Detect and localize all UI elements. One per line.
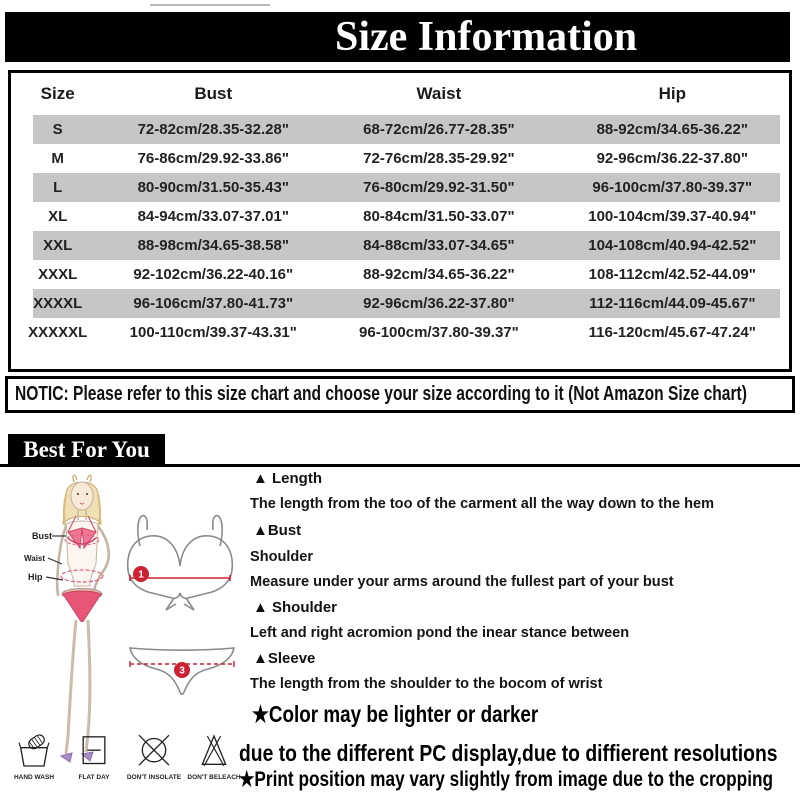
care-label: FLAT DAY bbox=[78, 774, 110, 781]
cell-hip: 104-108cm/40.94-42.52" bbox=[588, 237, 757, 254]
bust-subtitle: Shoulder bbox=[250, 548, 314, 565]
cell-bust: 96-106cm/37.80-41.73" bbox=[133, 295, 294, 312]
length-title: ▲ Length bbox=[253, 470, 323, 487]
cell-hip: 100-104cm/39.37-40.94" bbox=[588, 208, 757, 225]
table-row bbox=[11, 144, 789, 173]
cell-size: XXXL bbox=[38, 266, 78, 283]
display-disclaimer: due to the different PC display,due to diffierent resolutions bbox=[239, 740, 778, 766]
cell-hip: 88-92cm/34.65-36.22" bbox=[596, 121, 748, 138]
care-icons-row bbox=[8, 731, 240, 781]
dont-beleach-icon bbox=[194, 731, 234, 771]
table-row bbox=[11, 289, 789, 318]
cell-waist: 72-76cm/28.35-29.92" bbox=[363, 150, 515, 167]
cell-waist: 84-88cm/33.07-34.65" bbox=[363, 237, 515, 254]
length-desc: The length from the too of the carment all the way down to the hem bbox=[250, 495, 715, 512]
table-row bbox=[11, 202, 789, 231]
care-label: DON'T BELEACH bbox=[187, 774, 241, 781]
cell-hip: 92-96cm/36.22-37.80" bbox=[596, 150, 748, 167]
bra-badge-number: 1 bbox=[138, 569, 144, 581]
col-header-waist: Waist bbox=[416, 84, 462, 103]
cell-waist: 88-92cm/34.65-36.22" bbox=[363, 266, 515, 283]
shoulder-desc: Left and right acromion pond the inear stance between bbox=[250, 624, 630, 641]
care-label: HAND WASH bbox=[13, 774, 55, 781]
cell-bust: 92-102cm/36.22-40.16" bbox=[133, 266, 294, 283]
col-header-bust: Bust bbox=[194, 84, 233, 103]
size-table bbox=[8, 70, 792, 372]
panty-badge-number: 3 bbox=[179, 665, 185, 677]
care-label: DON'T INSOLATE bbox=[126, 774, 182, 781]
table-row bbox=[11, 115, 789, 144]
table-row bbox=[11, 318, 789, 347]
care-item-flat-day bbox=[68, 731, 120, 781]
notice-box bbox=[5, 376, 795, 413]
shoulder-title: ▲ Shoulder bbox=[253, 599, 338, 616]
care-item-dont-insolate bbox=[128, 731, 180, 781]
sleeve-desc: The length from the shoulder to the bocom of wrist bbox=[250, 675, 603, 692]
cell-waist: 68-72cm/26.77-28.35" bbox=[363, 121, 515, 138]
title-bar bbox=[5, 12, 790, 62]
banner-text: Best For You bbox=[23, 436, 150, 462]
panty-measure-diagram bbox=[126, 642, 238, 700]
cell-size: S bbox=[52, 121, 63, 138]
cell-bust: 88-98cm/34.65-38.58" bbox=[137, 237, 289, 254]
cell-size: XXXXL bbox=[33, 295, 83, 312]
bust-title: ▲Bust bbox=[253, 522, 302, 539]
cell-size: L bbox=[53, 179, 63, 196]
figure-hip-label: Hip bbox=[28, 572, 43, 582]
print-disclaimer: ★Print position may vary slightly from image due to the cropping bbox=[239, 768, 774, 791]
dont-insolate-icon bbox=[134, 731, 174, 771]
cell-hip: 108-112cm/42.52-44.09" bbox=[588, 266, 756, 283]
care-item-hand-wash bbox=[8, 731, 60, 781]
cell-bust: 76-86cm/29.92-33.86" bbox=[137, 150, 289, 167]
cell-hip: 116-120cm/45.67-47.24" bbox=[588, 324, 756, 341]
cell-hip: 112-116cm/44.09-45.67" bbox=[589, 295, 756, 312]
table-header-row bbox=[11, 73, 789, 115]
notice-text: NOTIC: Please refer to this size chart and choose your size according to it (Not Amazon Size chart) bbox=[15, 383, 747, 405]
figure-waist-label: Waist bbox=[24, 554, 46, 563]
hand-wash-icon bbox=[14, 731, 54, 771]
table-row bbox=[11, 173, 789, 202]
cell-size: XXL bbox=[43, 237, 73, 254]
top-artifact-line bbox=[150, 4, 270, 6]
col-header-size: Size bbox=[40, 84, 75, 103]
banner-divider bbox=[0, 464, 800, 467]
cell-waist: 76-80cm/29.92-31.50" bbox=[363, 179, 515, 196]
cell-size: XL bbox=[48, 208, 68, 225]
cell-waist: 80-84cm/31.50-33.07" bbox=[363, 208, 515, 225]
cell-waist: 92-96cm/36.22-37.80" bbox=[363, 295, 515, 312]
cell-bust: 84-94cm/33.07-37.01" bbox=[137, 208, 289, 225]
bra-measure-diagram bbox=[120, 508, 240, 620]
cell-bust: 72-82cm/28.35-32.28" bbox=[137, 121, 289, 138]
cell-size: XXXXXL bbox=[28, 324, 88, 341]
color-disclaimer: ★Color may be lighter or darker bbox=[252, 701, 539, 727]
page-title: Size Information bbox=[335, 14, 638, 60]
cell-size: M bbox=[51, 150, 64, 167]
bust-desc: Measure under your arms around the fullest part of your bust bbox=[250, 573, 674, 590]
sleeve-title: ▲Sleeve bbox=[253, 650, 316, 667]
cell-hip: 96-100cm/37.80-39.37" bbox=[592, 179, 753, 196]
table-row bbox=[11, 231, 789, 260]
col-header-hip: Hip bbox=[658, 84, 686, 103]
cell-waist: 96-100cm/37.80-39.37" bbox=[359, 324, 519, 341]
best-for-you-banner bbox=[8, 434, 165, 465]
cell-bust: 100-110cm/39.37-43.31" bbox=[129, 324, 297, 341]
cell-bust: 80-90cm/31.50-35.43" bbox=[137, 179, 289, 196]
flat-day-icon bbox=[74, 731, 114, 771]
care-item-dont-beleach bbox=[188, 731, 240, 781]
table-row bbox=[11, 260, 789, 289]
figure-bust-label: Bust bbox=[32, 531, 52, 541]
